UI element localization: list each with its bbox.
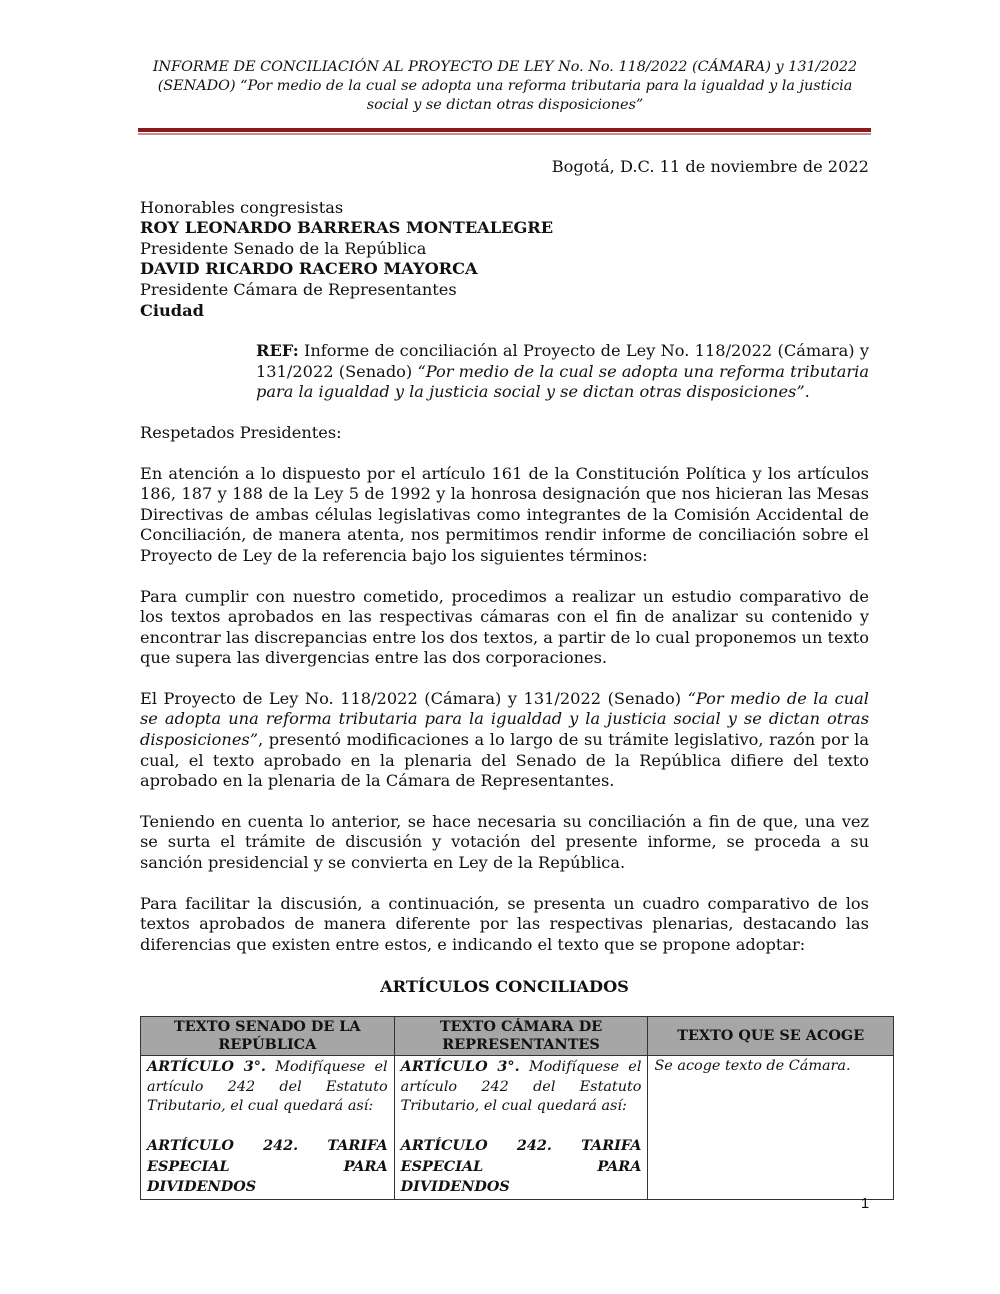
- reference-block: REF: Informe de conciliación al Proyecto de Ley No. 118/2022 (Cámara) y 131/2022 (Senado) “Por medio de la cual se adopta una reforma tributaria para la igualdad y la justicia social y se dictan otras disposiciones”.: [256, 341, 869, 402]
- section-title: ARTÍCULOS CONCILIADOS: [380, 977, 629, 997]
- paragraph-3: El Proyecto de Ley No. 118/2022 (Cámara) y 131/2022 (Senado) “Por medio de la cual se adopta una reforma tributaria para la igualdad y la justicia social y se dictan otras disposiciones”, presentó modificaciones a lo largo de su trámite legislativo, razón por la cual, el texto aprobado en la plenaria del Senado de la República difiere del texto aprobado en la plenaria de la Cámara de Representantes.: [140, 688, 869, 791]
- greeting: Honorables congresistas: [140, 197, 344, 217]
- table-header-row: [141, 1017, 894, 1056]
- addressee-name-1: ROY LEONARDO BARRERAS MONTEALEGRE: [140, 218, 554, 238]
- reference-title: “Por medio de la cual se adopta una reforma tributaria para la igualdad y la justicia social y se dictan otras disposiciones”: [256, 361, 869, 402]
- header-line-3: social y se dictan otras disposiciones”: [366, 97, 644, 113]
- header-rule-dark: [138, 128, 871, 132]
- addressee-role-2: Presidente Cámara de Representantes: [140, 279, 457, 299]
- document-date: Bogotá, D.C. 11 de noviembre de 2022: [551, 157, 869, 176]
- addressee-role-1: Presidente Senado de la República: [140, 238, 427, 258]
- addressee-block: [140, 198, 869, 322]
- header-camara: TEXTO CÁMARA DE REPRESENTANTES: [394, 1017, 648, 1056]
- page-number: 1: [860, 1195, 870, 1212]
- reference-label: REF:: [256, 341, 299, 361]
- addressee-name-2: DAVID RICARDO RACERO MAYORCA: [140, 259, 478, 279]
- header-line-1: INFORME DE CONCILIACIÓN AL PROYECTO DE LEY No. No. 118/2022 (CÁMARA) y 131/2022: [152, 59, 858, 75]
- cell-camara: ARTÍCULO 3°. Modifíquese el artículo 242 del Estatuto Tributario, el cual quedará así: ARTÍCULO 242. TARIFA ESPECIAL PARA DIVIDENDOS: [394, 1056, 648, 1200]
- header-senado: TEXTO SENADO DE LA REPÚBLICA: [141, 1017, 395, 1056]
- header-acoge: TEXTO QUE SE ACOGE: [648, 1017, 894, 1056]
- header-line-2: (SENADO) “Por medio de la cual se adopta una reforma tributaria para la igualdad y la justicia: [157, 78, 853, 94]
- salutation: Respetados Presidentes:: [140, 422, 342, 442]
- paragraph-4: Teniendo en cuenta lo anterior, se hace necesaria su conciliación a fin de que, una vez se surta el trámite de discusión y votación del presente informe, se proceda a su sanción presidencial y se convierta en Ley de la República.: [140, 811, 869, 873]
- paragraph-5: Para facilitar la discusión, a continuación, se presenta un cuadro comparativo de los textos aprobados de manera diferente por las respectivas plenarias, destacando las diferencias que existen entre estos, e indicando el texto que se propone adoptar:: [140, 893, 869, 954]
- document-header: [140, 58, 870, 115]
- header-rule-light: [138, 133, 871, 135]
- document-body: [140, 157, 869, 1200]
- table-row: [141, 1056, 894, 1200]
- cell-senado: ARTÍCULO 3°. Modifíquese el artículo 242 del Estatuto Tributario, el cual quedará así: ARTÍCULO 242. TARIFA ESPECIAL PARA DIVIDENDOS: [141, 1056, 395, 1200]
- addressee-city: Ciudad: [140, 300, 204, 320]
- comparison-table: [140, 1016, 894, 1200]
- cell-acoge: Se acoge texto de Cámara.: [648, 1056, 894, 1200]
- paragraph-1: En atención a lo dispuesto por el artículo 161 de la Constitución Política y los artículos 186, 187 y 188 de la Ley 5 de 1992 y la honrosa designación que nos hicieran las Mesas Directivas de ambas células legislativas como integrantes de la Comisión Accidental de Conciliación, de manera atenta, nos permitimos rendir informe de conciliación sobre el Proyecto de Ley de la referencia bajo los siguientes términos:: [140, 463, 869, 565]
- paragraph-2: Para cumplir con nuestro cometido, procedimos a realizar un estudio comparativo de los textos aprobados en las respectivas cámaras con el fin de analizar su contenido y encontrar las discrepancias entre los dos textos, a partir de lo cual proponemos un texto que supera las divergencias entre las dos corporaciones.: [140, 586, 869, 668]
- reference-text: Informe de conciliación al Proyecto de Ley No. 118/2022 (Cámara) y 131/2022 (Senado): [256, 341, 869, 381]
